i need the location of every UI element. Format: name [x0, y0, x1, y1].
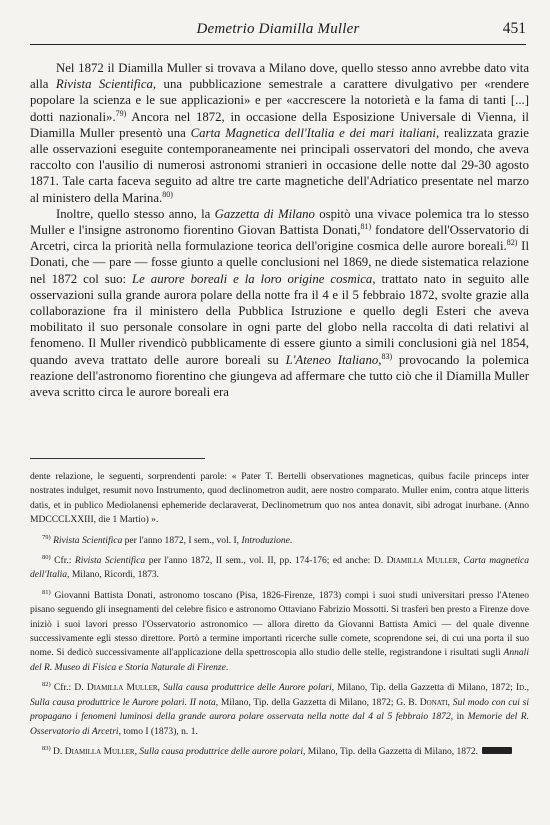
text-run: ,: [526, 682, 529, 694]
footnote-82: [30, 681, 529, 739]
text-run: per l'anno 1872, I sem., vol. I,: [122, 534, 242, 546]
text-run: Giovanni Battista Donati, astronomo toscano (Pisa, 1826-Firenze, 1873) compì i suoi studi universitari presso l'Ateneo pisano seguendo gli insegnamenti del celebre fisico e astronomo Ottaviano Fabrizio Mossotti. Si trasferì ben presto a Firenze dove iniziò i suoi lavori presso l'Osservatorio astronomico — allora diretto da Giovanni Battista Amici — del quale divenne successivamente egli stesso direttore. Portò a termine importanti ricerche sulle comete, scoprendone sei, di cui una porta il suo nome. Si dedicò successivamente all'applicazione della spettroscopia allo studio delle stelle, registrandone i risultati sugli: [30, 589, 529, 659]
text-run: ,: [134, 745, 140, 757]
text-run: ,: [157, 682, 164, 694]
footnote-number: 82): [42, 681, 51, 689]
footnote-ref: 83): [381, 351, 393, 361]
italic-title: Rivista Scientifica: [74, 555, 146, 567]
text-run: , realizzata grazie alle osservazioni eseguite contemporaneamente nei principali osservatori del mondo, che aveva raccolto con l'ausilio di numerosi astronomi stranieri in occasione delle notte dal 29-30 agosto 1871. Tale carta faceva seguito ad altre tre carte magnetiche dell'Adriatico presentate nel marzo al ministero della Marina.: [30, 125, 529, 205]
author-name: Id.: [515, 682, 527, 694]
italic-title: Rivista Scientifica: [55, 77, 153, 92]
italic-title: L'Ateneo Italiano: [285, 352, 379, 367]
main-text: [30, 60, 529, 400]
text-run: , Milano, Tip. della Gazzetta di Milano, 1872;: [331, 682, 516, 694]
italic-title: Rivista Scientifica: [53, 534, 123, 546]
footnote-ref: 82): [506, 238, 518, 248]
italic-title: Memorie del R. Osservatorio di Arcetri: [30, 711, 530, 737]
author-name: Diamilla Muller: [64, 745, 135, 757]
text-run: , Milano, Ricordi, 1873.: [67, 569, 160, 581]
italic-title: Gazzetta di Milano: [214, 206, 315, 221]
text-run: , Milano, Tip. della Gazzetta di Milano, 1872; G. B.: [215, 696, 420, 708]
text-run: , una pubblicazione semestrale a carattere divulgativo per «rendere popolare la scienza e le sue applicazioni» e per «accrescere la notorietà e la fama di tanti [...] dotti nazionali».: [30, 77, 530, 124]
text-run: fondatore dell'Osservatorio di Arcetri, circa la priorità nella formulazione teorica dell'origine cosmica delle aurore boreali.: [30, 223, 530, 254]
text-run: Il Donati, che — pare — fosse giunto a quelle conclusioni nel 1869, ne diede sistematica relazione nel 1872 col suo:: [30, 239, 529, 286]
footnote-83: [30, 745, 529, 759]
running-header: [30, 18, 526, 45]
italic-title: Le aurore boreali e la loro origine cosmica: [132, 271, 373, 286]
text-run: ospitò una vivace polemica tra lo stesso Muller e l'insigne astronomo fiorentino Giovan Battista Donati,: [30, 206, 530, 238]
text-run: , in: [450, 711, 468, 723]
text-run: , trattato nato in seguito alle osservazioni sulla grande aurora polare della notte fra il 4 e il 5 febbraio 1872, svolte grazie alla collaborazione fra il ministero della Pubblica Istruzione e quello degli Esteri che aveva mobilitato il suo personale consolare in ogni parte del globo nella raccolta di dati relativi al fenomeno. Il Muller rivendicò pubblicamente di essere giunto a simili conclusioni già nel 1854, quando aveva trattato delle aurore boreali su: [30, 271, 530, 367]
text-run: provocando la polemica reazione dell'astronomo fiorentino che giungeva ad affermare che tutto ciò che il Diamilla Muller aveva scritto circa le aurore boreali era: [30, 352, 529, 400]
italic-title: Carta Magnetica dell'Italia e dei mari italiani: [190, 125, 436, 140]
italic-title: Introduzione: [241, 534, 290, 546]
text-run: , Milano, Tip. della Gazzetta di Milano, 1872.: [303, 745, 479, 757]
author-name: Diamilla Muller: [386, 555, 458, 567]
text-run: Inoltre, quello stesso anno, la: [56, 206, 215, 221]
footnote-number: 80): [42, 554, 51, 562]
italic-title: Sulla causa produttrice delle Aurore polari: [163, 682, 332, 694]
text-run: Cfr.: D.: [50, 682, 87, 694]
author-name: Diamilla Muller: [86, 682, 158, 694]
paragraph-1: [30, 60, 529, 206]
footnote-divider: [30, 458, 205, 459]
footnote-number: 81): [42, 588, 51, 596]
footnotes: [30, 470, 529, 765]
footnote-80: [30, 554, 529, 583]
italic-title: Carta magnetica dell'Italia: [30, 555, 530, 581]
footnote-ref: 81): [360, 222, 372, 232]
footnote-number: 83): [42, 744, 51, 752]
page-number: 451: [502, 20, 526, 37]
text-run: Cfr.:: [50, 555, 75, 567]
running-title: Demetrio Diamilla Muller: [196, 21, 360, 37]
text-run: ,: [447, 696, 453, 708]
paragraph-2: [30, 206, 529, 400]
italic-title: Annali del R. Museo di Fisica e Storia Naturale di Firenze: [30, 647, 529, 673]
footnote-number: 79): [42, 533, 51, 541]
text-run: .: [289, 534, 293, 546]
text-run: Nel 1872 il Diamilla Muller si trovava a Milano dove, quello stesso anno avrebbe dato vita alla: [30, 61, 529, 92]
footnote-ref: 80): [162, 189, 173, 199]
text-run: Ancora nel 1872, in occasione della Esposizione Universale di Vienna, il Diamilla Muller presentò una: [30, 109, 529, 140]
footnote-81: [30, 589, 529, 675]
footnote-continuation: dente relazione, le seguenti, sorprendenti parole: « Pater T. Bertelli observationes magneticas, quibus facile princeps inter nostrates indulget, resumit novo Instrumento, quod declinometron audit, aere nostro comparato. Muller enim, contra atque litteris datis, et in publico Mediolanensi ephemeride declaraverat, Declinometrum quo nos antea donavit, sibi adrogat inurbane. (Anno MDCCCLXXIII, die 1 Martio) ».: [30, 471, 529, 526]
text-run: ,: [457, 555, 464, 567]
italic-title: Sul modo con cui si propagano i fenomeni luminosi della grande aurora polare osservata nella notte dal 4 al 5 febbraio 1872: [30, 696, 529, 723]
footnote-79: [30, 534, 529, 548]
text-run: , tomo I (1873), n. 1.: [118, 725, 198, 737]
italic-title: Sulla causa produttrice le Aurore polari. II nota: [30, 696, 216, 708]
ink-smudge: [482, 747, 512, 754]
footnote-ref: 79): [115, 108, 127, 118]
text-run: D.: [50, 745, 65, 757]
text-run: .: [225, 661, 229, 673]
text-run: ,: [378, 352, 382, 367]
text-run: per l'anno 1872, II sem., vol. II, pp. 174-176; ed anche: D.: [145, 555, 387, 567]
author-name: Donati: [419, 696, 448, 708]
italic-title: Sulla causa produttrice delle aurore polari: [139, 745, 303, 757]
